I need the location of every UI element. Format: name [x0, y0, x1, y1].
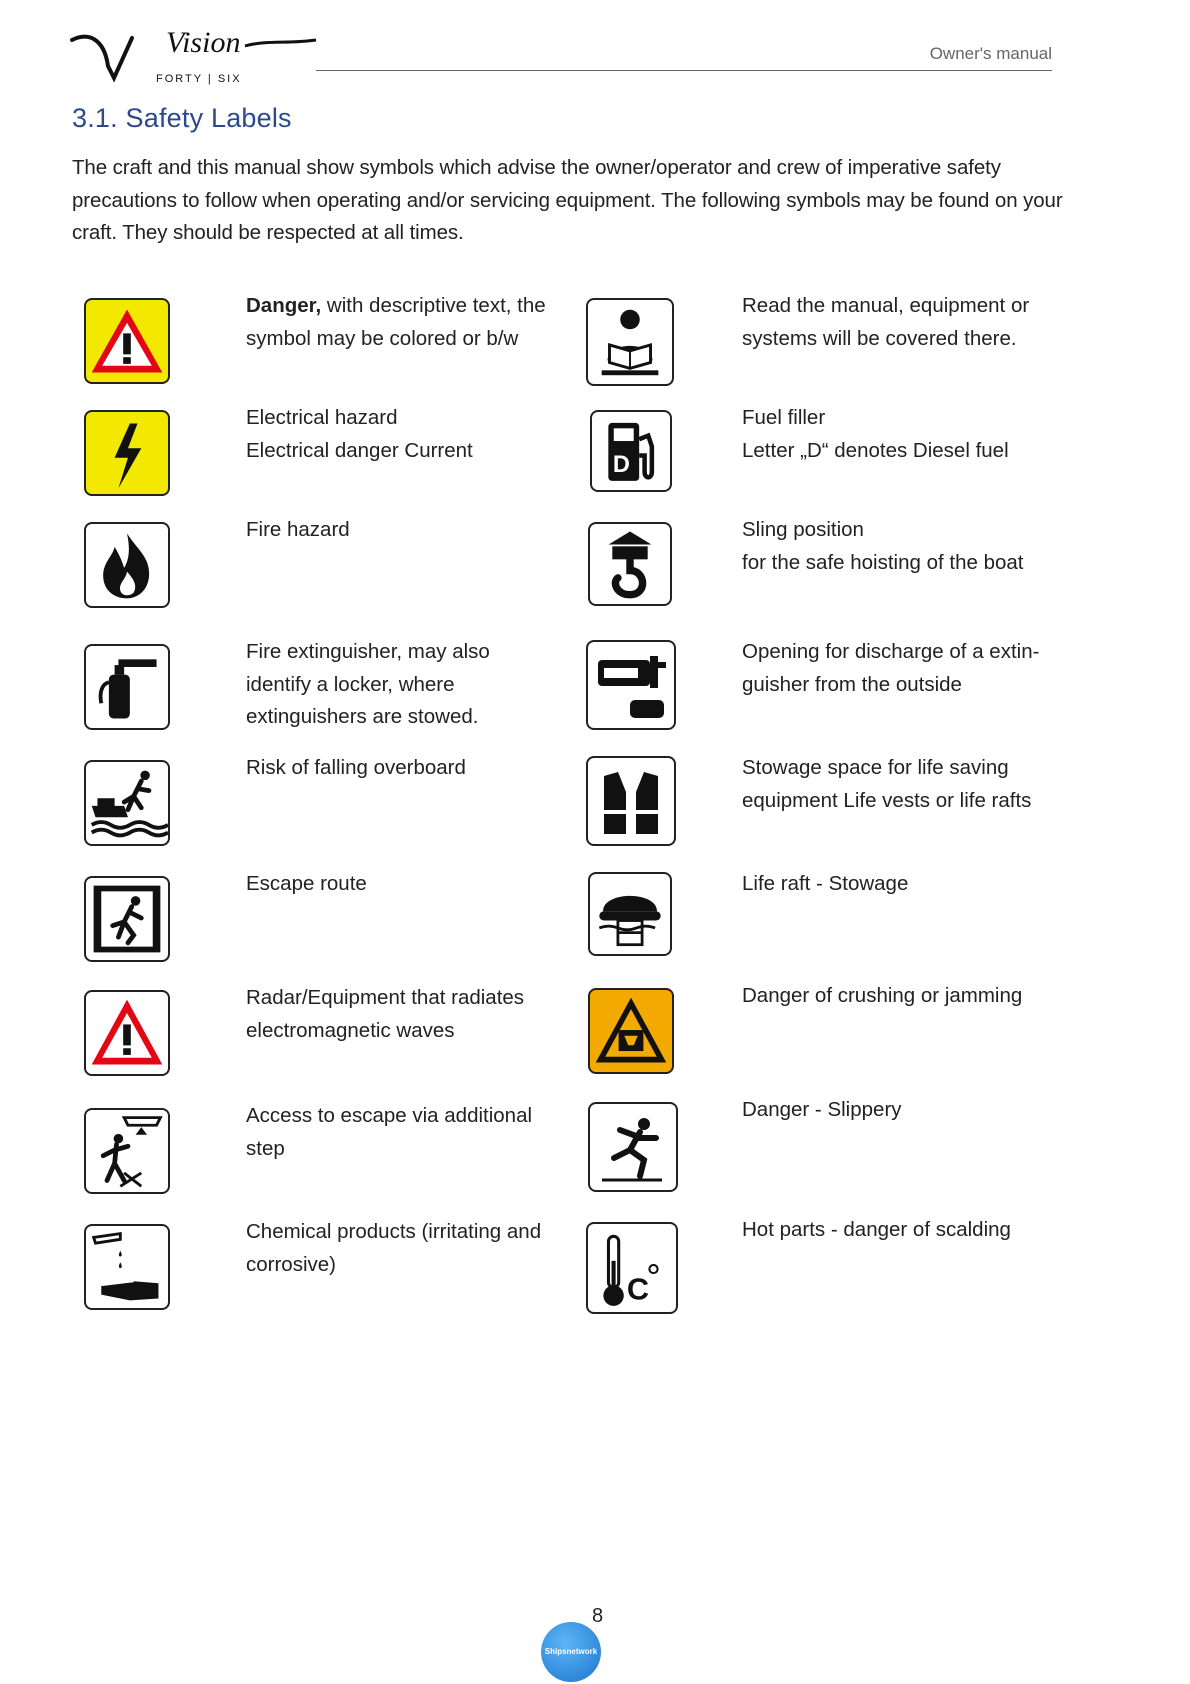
svg-text:C: C [626, 1271, 650, 1307]
danger-warning-icon [84, 298, 170, 384]
logo-wordmark: Vision [166, 28, 241, 59]
label-sling: Sling position for the safe hoisting of the boat [742, 518, 1024, 574]
label-life-raft: Life raft - Stowage [742, 872, 909, 895]
label-falling-overboard: Risk of falling overboard [246, 756, 466, 779]
logo-subtitle: FORTY | SIX [156, 73, 242, 85]
label-life-vest: Stowage space for life saving equipment Life vests or life rafts [742, 756, 1032, 812]
electrical-hazard-icon [84, 410, 170, 496]
label-escape-route: Escape route [246, 872, 367, 895]
sling-hook-icon [588, 522, 672, 606]
header-manual-label: Owner's manual [929, 44, 1052, 63]
escape-route-icon [84, 876, 170, 962]
label-danger: Danger, with descriptive text, the symbol may be colored or b/w [246, 294, 546, 350]
radar-warning-icon [84, 990, 170, 1076]
shipsnetwork-badge: Shipsnetwork [541, 1622, 601, 1682]
label-read-manual: Read the manual, equipment or systems will be covered there. [742, 294, 1030, 350]
intro-paragraph: The craft and this manual show symbols which advise the owner/operator and crew of imperative safety precautions to follow when operating and/or servicing equipment. The following symbols may be found on your craft. They should be respected at all times. [72, 156, 1063, 244]
label-chemical: Chemical products (irritating and corrosive) [246, 1220, 542, 1276]
extinguisher-discharge-icon [586, 640, 676, 730]
escape-step-icon [84, 1108, 170, 1194]
fuel-filler-icon [590, 410, 672, 492]
fire-hazard-icon [84, 522, 170, 608]
label-hot-parts: Hot parts - danger of scalding [742, 1218, 1011, 1241]
label-radar: Radar/Equipment that radiates electromagnetic waves [246, 986, 525, 1042]
falling-overboard-icon [84, 760, 170, 846]
page-number: 8 [592, 1605, 604, 1627]
label-fire-extinguisher: Fire extinguisher, may also identify a locker, where extinguishers are stowed. [246, 640, 490, 728]
hot-parts-icon [586, 1222, 678, 1314]
life-vest-icon [586, 756, 676, 846]
chemical-corrosive-icon [84, 1224, 170, 1310]
label-crushing: Danger of crushing or jamming [742, 984, 1023, 1007]
crushing-hazard-icon [588, 988, 674, 1074]
life-raft-icon [588, 872, 672, 956]
slippery-icon [588, 1102, 678, 1192]
fire-extinguisher-icon [84, 644, 170, 730]
section-title: 3.1. Safety Labels [72, 103, 292, 133]
label-fire-hazard: Fire hazard [246, 518, 350, 541]
label-extinguisher-discharge: Opening for discharge of a extin-guisher from the outside [742, 640, 1040, 696]
label-escape-step: Access to escape via additional step [246, 1104, 533, 1160]
read-manual-icon [586, 298, 674, 386]
label-slippery: Danger - Slippery [742, 1098, 902, 1121]
svg-text:D: D [612, 450, 630, 477]
label-fuel-filler: Fuel filler Letter „D“ denotes Diesel fuel [742, 406, 1009, 462]
label-electrical: Electrical hazard Electrical danger Current [246, 406, 473, 462]
